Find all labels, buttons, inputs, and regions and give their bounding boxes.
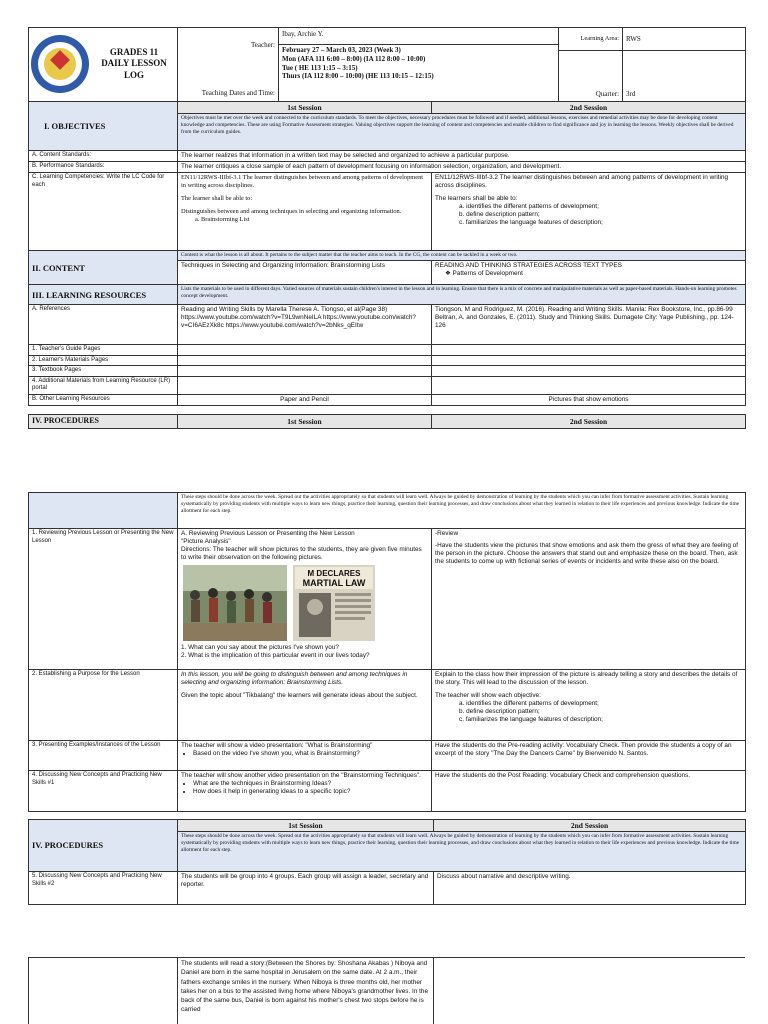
procedure-4-session-2: Have the students do the Post Reading: Vocabulary Check and comprehension questions. (432, 771, 746, 812)
area-value: RWS (623, 28, 745, 51)
references-session-1: Reading and Writing Skills by Marella Therese A. Tiongso, et al(Page 38) https://www.youtube.com/watch?v=T9L9wnNeILA https://www.youtube.com/watch?v=CI6AEzXk8c https://www.youtube.com/watch?v=2bNks_qEItw (178, 305, 432, 345)
teacher-label: Teacher: (251, 41, 275, 50)
dates-value: February 27 – March 03, 2023 (Week 3) Mon (AFA 111 6:00 – 8:00) (IA 112 8:00 – 10:00) Tue ( HE 113 1:15 – 3:15) Thurs (IA 112 8:00 – 10:00) (HE 113 10:15 – 12:15) (282, 46, 434, 81)
procedures-heading-2: IV. PROCEDURES (32, 840, 104, 851)
procedure-3-session-1: The teacher will show a video presentation: "What is Brainstorming" • Based on the video I've shown you, what is Brainstorming? (178, 741, 432, 771)
procedure-2-session-2: Explain to the class how their impression of the picture is already telling a story and describes the details of the story. This will lead to the discussion of the lesson. The teacher will show each objective: a. identifies the different patterns of development; b. define description pattern; c. familiarizes the language features of description; (432, 670, 746, 741)
teacher-value: Ibay, Archie Y. (279, 28, 558, 45)
procedure-1-session-1: A. Reviewing Previous Lesson or Presenting the New Lesson "Picture Analysis" Directions: The teacher will show pictures to the students, they are given five minutes to write their observation on the following pictures. M DECLARES MARTIAL LAW 1. What can you say about the pictures I've shown you? 2. What is the implication of this particular event in our lives today? (178, 529, 432, 670)
area-label: Learning Area: (559, 28, 622, 51)
procedure-6-session-1: The students will read a story:(Between the Shores by: Shoshana Akabas ) Niboya and Daniel are born in the same hospital in Jerusalem on the same date. At 2 a.m., their fathers exchange smiles in the nursery. When Niboya is three months old, her mother takes her on a bus to the assisted living home where Niboya's grandmother lives. In the back of the same bus, Daniel is born against his mother's chest two stops before he is carried (178, 958, 434, 1024)
content-standards-value: The learner realizes that information in a written text may be selected and organized to achieve a particular purpose. (178, 151, 746, 162)
procedures-heading: IV. PROCEDURES (29, 414, 178, 428)
session-1-header: 1st Session (178, 102, 432, 114)
procedures-table-2 (28, 819, 746, 905)
procedure-3-session-2: Have the students do the Pre-reading activity: Vocabulary Check. Then provide the students a copy of an excerpt of the story "The Day the Dancers Came" by Bienvenido N. Santos. (432, 741, 746, 771)
svg-text:M DECLARES: M DECLARES (307, 569, 361, 578)
lesson-log-page-2 (28, 492, 745, 812)
svg-text:MARTIAL LAW: MARTIAL LAW (302, 578, 366, 588)
objectives-note: Objectives must be met over the week and connected to the curriculum standards. To meet the objectives, necessary procedures must be followed and if needed, additional lessons, exercises and remedial activities may be done for developing content knowledge and competencies. These are using Formative Assessment strategies. Valuing objectives support the learning of content and competencies and enable children to find significance and joy in learning the lessons. Weekly objectives shall be derived from the curriculum guides. (178, 114, 746, 151)
session-2-header: 2nd Session (432, 102, 746, 114)
quarter-label: Quarter: (595, 90, 620, 99)
log-title: DAILY LESSON LOG (101, 58, 167, 80)
references-session-2: Tiongson, M and Rodriguez, M. (2016). Reading and Writing Skills. Manila: Rex Bookstore, Inc., pp.86-99 Beltran, A. and Gonzales, E. (2011). Study and Thinking Skills. Dumagete City: Yage Publishing., pp. 124-126 (432, 305, 746, 345)
additional-materials-label: 4. Additional Materials from Learning Resource (LR) portal (29, 376, 178, 394)
procedure-5-label: 5. Discussing New Concepts and Practicing New Skills #2 (29, 872, 178, 905)
procedure-1-label: 1. Reviewing Previous Lesson or Presenting the New Lesson (29, 529, 178, 670)
resources-heading-cell (29, 285, 178, 305)
procedure-5-session-2: Discuss about narrative and descriptive writing. (434, 872, 746, 905)
other-resources-session-2: Pictures that show emotions (432, 394, 746, 405)
procedures-table (28, 492, 746, 812)
procedure-2-label: 2. Establishing a Purpose for the Lesson (29, 670, 178, 741)
lesson-log-table (28, 27, 746, 406)
references-label: A. References (29, 305, 178, 345)
procedure-2-session-1: In this lesson, you will be going to distinguish between and among techniques in selecting and organizing information: Brainstorming Lists. Given the topic about "Tikbalang" the learners will generate ideas about the subject. (178, 670, 432, 741)
resources-note: Lists the materials to be used in different days. Varied sources of materials sustain children's interest in the lesson and in learning. Ensure that there is a mix of concrete and manipulative materials as well as paper-based materials. Hands-on learning promotes concept development. (178, 285, 746, 305)
grade-title: GRADES 11 (109, 47, 159, 58)
content-note: Content is what the lesson is all about. It pertains to the subject matter that the teacher aims to teach. In the CG, the content can be tackled in a week or two. (178, 251, 746, 261)
performance-standards-value: The learner critiques a close sample of each pattern of development focusing on information selection, organization, and development. (178, 162, 746, 173)
content-heading: II. CONTENT (32, 262, 85, 273)
procedures-session-1-header: 1st Session (178, 414, 432, 428)
content-heading-cell (29, 251, 178, 285)
objectives-heading-cell (29, 102, 178, 151)
other-resources-label: B. Other Learning Resources (29, 394, 178, 405)
objectives-heading: I. OBJECTIVES (44, 120, 106, 131)
teachers-guide-label: 1. Teacher's Guide Pages (29, 345, 178, 356)
procedures-header-table (28, 414, 746, 429)
procedure-5-session-1: The students will be group into 4 groups. Each group will assign a leader, secretary and reporter. (178, 872, 434, 905)
procedures-note-2: These steps should be done across the week. Spread out the activities appropriately so that students will learn well. Always be guided by demonstration of learning by the students which you can infer from formative assessment activities. Sustain learning systematically by providing students with multiple ways to learn new things, practice their learning, question their learning processes, and draw conclusions about what they learned in relation to their life experiences and previous knowledge. Indicate the time allotment for each step. (178, 832, 746, 872)
crowd-photo (183, 565, 287, 641)
competencies-session-1: EN11/12RWS-IIIbf-3.1 The learner distinguishes between and among patterns of development in writing across disciplines. The learner shall be able to: Distinguishes between and among techniques in selecting and organizing information. a. Brainstorming List (178, 173, 432, 251)
quarter-value: 3rd (626, 90, 636, 99)
procedures-2-session-1-header: 1st Session (178, 820, 434, 832)
textbook-pages-label: 3. Textbook Pages (29, 366, 178, 377)
performance-standards-label: B. Performance Standards: (29, 162, 178, 173)
content-session-1: Techniques in Selecting and Organizing Information: Brainstorming Lists (178, 261, 432, 285)
procedures-note: These steps should be done across the week. Spread out the activities appropriately so that students will learn well. Always be guided by demonstration of learning by the students which you can infer from formative assessment activities. Sustain learning systematically by providing students with multiple ways to learn new things, practice their learning, question their learning processes, and draw conclusions about what they learned in relation to their life experiences and previous knowledge. Indicate the time allotment for each step. (178, 493, 746, 529)
procedure-4-session-1: The teacher will show another video presentation on the "Brainstorming Techniques". • What are the techniques in Brainstorming Ideas? • How does it help in generating ideas to a specific topic? (178, 771, 432, 812)
learners-materials-label: 2. Learner's Materials Pages (29, 355, 178, 366)
lesson-log-page-1 (28, 27, 745, 429)
deped-seal-logo (29, 33, 91, 95)
resources-heading: III. LEARNING RESOURCES (32, 289, 147, 300)
content-standards-label: A. Content Standards: (29, 151, 178, 162)
procedures-table-3 (28, 957, 745, 1024)
lesson-log-page-4 (28, 957, 745, 1024)
procedure-1-session-2: -Review -Have the students view the pictures that show emotions and ask them the gress of what they are feeling of the person in the picture. Choose the answers that stand out and emphasize these on the board. Then, ask the students to come up with fictional series of events or incidents and write these also on the board. (432, 529, 746, 670)
procedures-2-session-2-header: 2nd Session (434, 820, 746, 832)
lesson-log-page-3 (28, 819, 745, 905)
learning-competencies-label: C. Learning Competencies: Write the LC Code for each (29, 173, 178, 251)
martial-law-newspaper (293, 565, 375, 641)
procedures-session-2-header: 2nd Session (432, 414, 746, 428)
procedure-4-label: 4. Discussing New Concepts and Practicing New Skills #1 (29, 771, 178, 812)
content-session-2: READING AND THINKING STRATEGIES ACROSS TEXT TYPES ❖ Patterns of Development (432, 261, 746, 285)
competencies-session-2: EN11/12RWS-IIIbf-3.2 The learner distinguishes between and among patterns of development in writing across disciplines. The learners shall be able to: a. identifies the different patterns of development; b. define description pattern; c. familiarizes the language features of description; (432, 173, 746, 251)
procedure-3-label: 3. Presenting Examples/Instances of the Lesson (29, 741, 178, 771)
dates-label: Teaching Dates and Time: (201, 89, 275, 98)
other-resources-session-1: Paper and Pencil (178, 394, 432, 405)
